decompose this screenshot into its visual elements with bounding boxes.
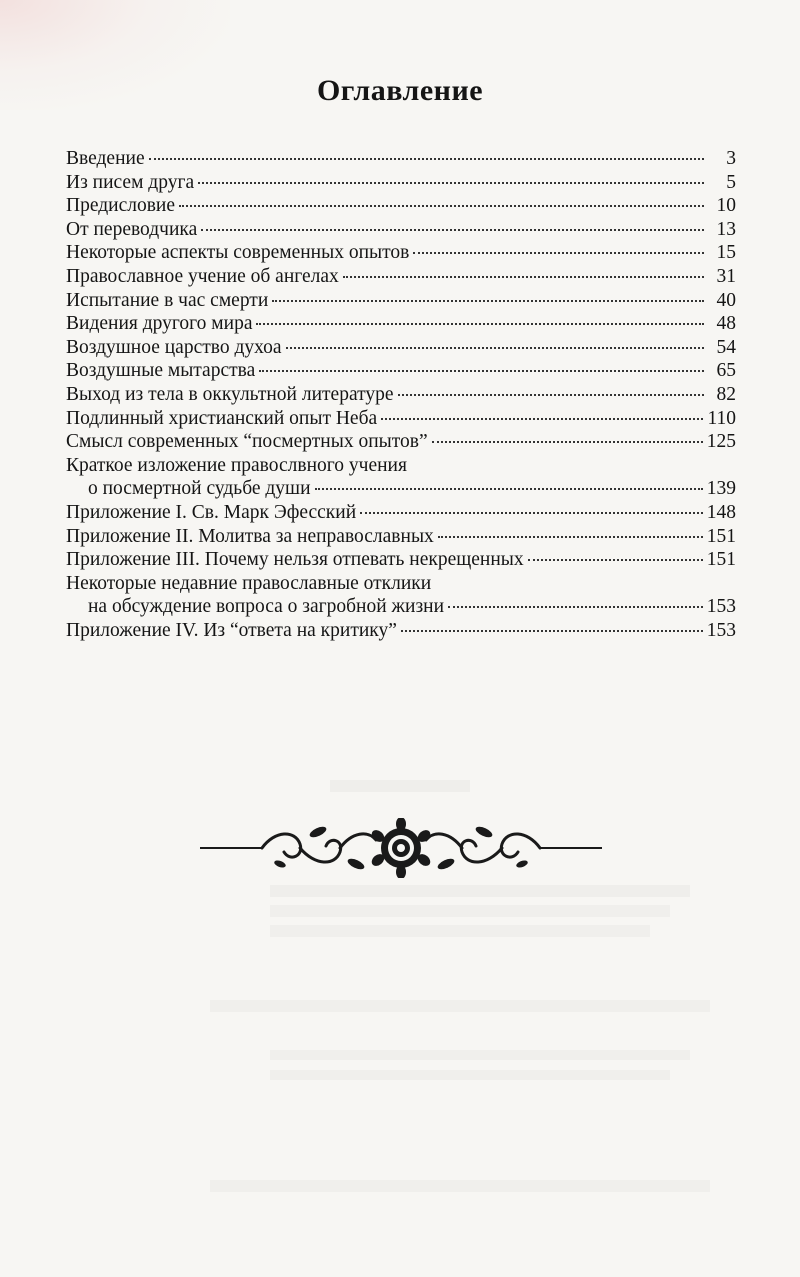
- toc-entry: [66, 147, 736, 171]
- toc-entry: [66, 289, 736, 313]
- toc-leader-dots: [381, 418, 703, 420]
- toc-leader-dots: [149, 158, 704, 160]
- toc-entry: [66, 572, 736, 596]
- bleed-through-text: [210, 1000, 710, 1012]
- toc-leader-dots: [360, 512, 703, 514]
- toc-entry: [66, 241, 736, 265]
- toc-entry-label: Приложение I. Св. Марк Эфесский: [66, 501, 357, 523]
- toc-entry-label: Краткое изложение правослвного учения: [66, 454, 407, 476]
- toc-leader-dots: [256, 323, 704, 325]
- toc-page-number: 3: [726, 148, 736, 169]
- toc-page-number: 151: [706, 525, 736, 547]
- table-of-contents: [66, 147, 736, 642]
- toc-entry-label: Некоторые аспекты современных опытов: [66, 242, 410, 264]
- toc-entry: [66, 383, 736, 407]
- toc-page-number: 15: [716, 242, 736, 264]
- toc-entry: [66, 359, 736, 383]
- toc-entry: [66, 595, 736, 619]
- toc-entry: [66, 477, 736, 501]
- toc-entry-label: Испытание в час смерти: [66, 289, 269, 311]
- toc-entry-label: Видения другого мира: [66, 313, 253, 335]
- toc-page-number: 5: [726, 171, 736, 193]
- toc-page-number: 54: [716, 336, 736, 358]
- toc-entry: [66, 171, 736, 195]
- toc-leader-dots: [401, 630, 703, 632]
- toc-leader-dots: [438, 536, 703, 538]
- toc-page-number: 82: [716, 383, 736, 405]
- toc-entry-label: Приложение IV. Из “ответа на критику”: [66, 619, 397, 641]
- toc-entry-label: Выход из тела в оккультной литературе: [66, 383, 394, 405]
- toc-entry: [66, 501, 736, 525]
- toc-leader-dots: [259, 370, 704, 372]
- toc-page-number: 153: [706, 596, 736, 618]
- toc-entry-label: Некоторые недавние православные отклики: [66, 572, 432, 594]
- toc-page-number: 40: [716, 289, 736, 311]
- toc-entry-label: Приложение II. Молитва за неправославных: [66, 525, 434, 547]
- bleed-through-text: [270, 1050, 690, 1060]
- toc-entry-label: От переводчика: [66, 218, 198, 240]
- toc-entry-label: Введение: [66, 148, 145, 169]
- toc-entry-label: Воздушное царство духоа: [66, 336, 282, 358]
- toc-entry-label: Православное учение об ангелах: [66, 265, 339, 287]
- bleed-through-text: [270, 925, 650, 937]
- bleed-through-text: [270, 1070, 670, 1080]
- toc-leader-dots: [179, 205, 704, 207]
- toc-leader-dots: [315, 488, 703, 490]
- toc-entry-label: о посмертной судьбе души: [88, 478, 311, 500]
- toc-entry-label: Предисловие: [66, 195, 176, 217]
- toc-leader-dots: [413, 252, 704, 254]
- toc-page-number: 139: [706, 478, 736, 500]
- toc-leader-dots: [198, 182, 704, 184]
- bleed-through-text: [270, 905, 670, 917]
- toc-entry: [66, 407, 736, 431]
- bleed-through-text: [270, 885, 690, 897]
- toc-entry: [66, 312, 736, 336]
- toc-leader-dots: [448, 606, 703, 608]
- toc-page-number: 153: [706, 619, 736, 641]
- toc-leader-dots: [286, 347, 704, 349]
- bleed-through-text: [330, 780, 470, 792]
- toc-page-number: 125: [706, 431, 736, 453]
- toc-page-number: 110: [707, 407, 736, 429]
- toc-page-number: 13: [716, 218, 736, 240]
- toc-page-number: 151: [706, 549, 736, 571]
- toc-entry: [66, 619, 736, 643]
- toc-entry: [66, 194, 736, 218]
- toc-entry-label: Подлинный христианский опыт Неба: [66, 407, 378, 429]
- toc-entry-label: Воздушные мытарства: [66, 360, 256, 382]
- toc-entry: [66, 265, 736, 289]
- toc-leader-dots: [398, 394, 704, 396]
- toc-entry: [66, 336, 736, 360]
- toc-entry-label: Смысл современных “посмертных опытов”: [66, 431, 428, 453]
- toc-entry-label: на обсуждение вопроса о загробной жизни: [88, 596, 445, 618]
- toc-leader-dots: [201, 229, 704, 231]
- toc-page-number: 31: [716, 265, 736, 287]
- toc-entry-label: Приложение III. Почему нельзя отпевать некрещенных: [66, 549, 524, 571]
- toc-page-number: 148: [706, 501, 736, 523]
- page-title: Оглавление: [316, 74, 484, 107]
- toc-entry: [66, 548, 736, 572]
- toc-entry: [66, 218, 736, 242]
- toc-leader-dots: [528, 559, 703, 561]
- toc-page-number: 48: [716, 313, 736, 335]
- bleed-through-text: [210, 1180, 710, 1192]
- floral-divider-icon: [200, 818, 602, 878]
- toc-page-number: 65: [716, 360, 736, 382]
- toc-page-number: 10: [716, 195, 736, 217]
- toc-entry-label: Из писем друга: [66, 171, 195, 193]
- toc-entry: [66, 525, 736, 549]
- toc-leader-dots: [272, 300, 704, 302]
- toc-entry: [66, 454, 736, 478]
- toc-entry: [66, 430, 736, 454]
- toc-leader-dots: [343, 276, 704, 278]
- toc-leader-dots: [432, 441, 703, 443]
